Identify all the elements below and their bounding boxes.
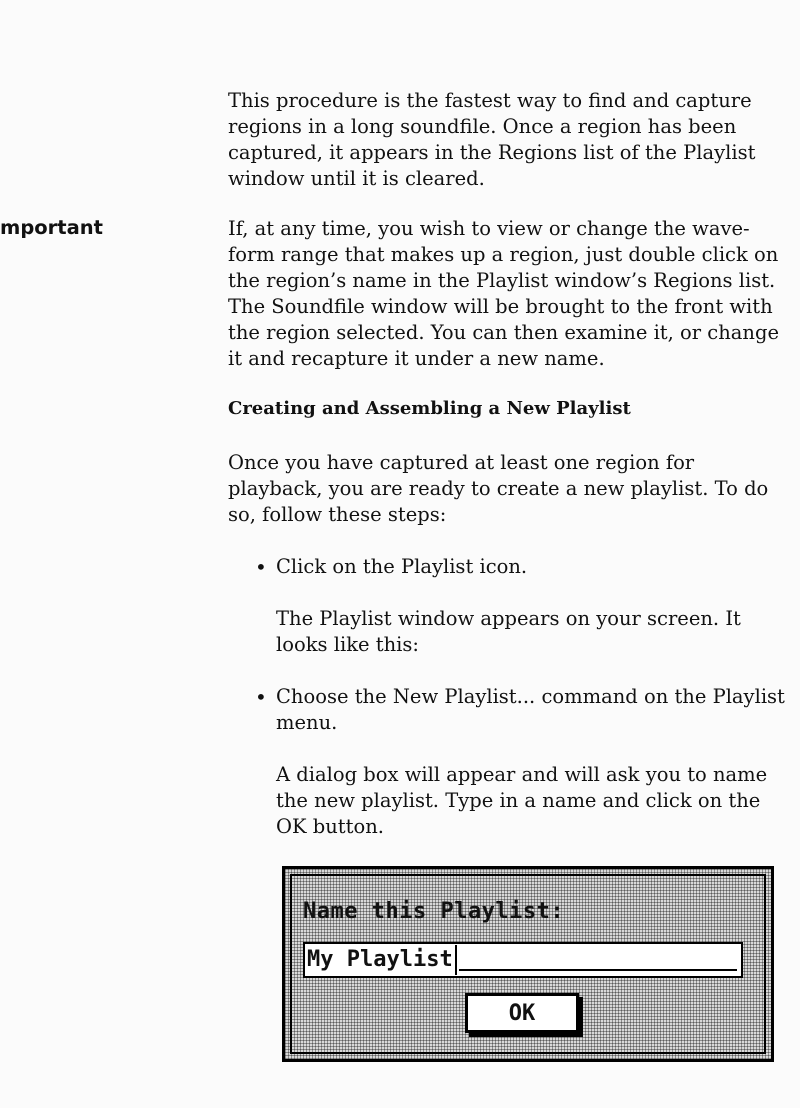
step-1-note: The Playlist window appears on your screen. It looks like this: bbox=[276, 607, 741, 656]
intro-paragraph: This procedure is the fastest way to find and capture regions in a long soundfile. Once a region has been captured, it appears in the Regions list of the Playlist window until it is cleared. bbox=[228, 89, 756, 190]
ok-button[interactable]: OK bbox=[465, 993, 579, 1033]
name-playlist-dialog bbox=[282, 866, 774, 1062]
section-heading: Creating and Assembling a New Playlist bbox=[228, 398, 631, 419]
bullet-marker-2: • bbox=[255, 685, 267, 709]
playlist-name-value: My Playlist bbox=[307, 947, 453, 972]
dialog-title: Name this Playlist: bbox=[303, 899, 565, 924]
text-caret bbox=[455, 945, 457, 975]
input-underline bbox=[459, 949, 737, 971]
playlist-name-input[interactable] bbox=[303, 942, 743, 978]
important-margin-label: mportant bbox=[0, 216, 103, 239]
step-2-text: Choose the New Playlist... command on the Playlist menu. bbox=[276, 685, 785, 734]
step-2-note: A dialog box will appear and will ask you to name the new playlist. Type in a name and click on the OK button. bbox=[276, 763, 768, 838]
step-1-text: Click on the Playlist icon. bbox=[276, 555, 528, 578]
steps-intro-paragraph: Once you have captured at least one region for playback, you are ready to create a new playlist. To do so, follow these steps: bbox=[228, 451, 769, 526]
bullet-marker-1: • bbox=[255, 555, 267, 579]
important-paragraph: If, at any time, you wish to view or change the wave-form range that makes up a region, just double click on the region’s name in the Playlist window’s Regions list. The Soundfile window will be brought to the front with the region selected. You can then examine it, or change it and recapture it under a new name. bbox=[228, 217, 779, 370]
